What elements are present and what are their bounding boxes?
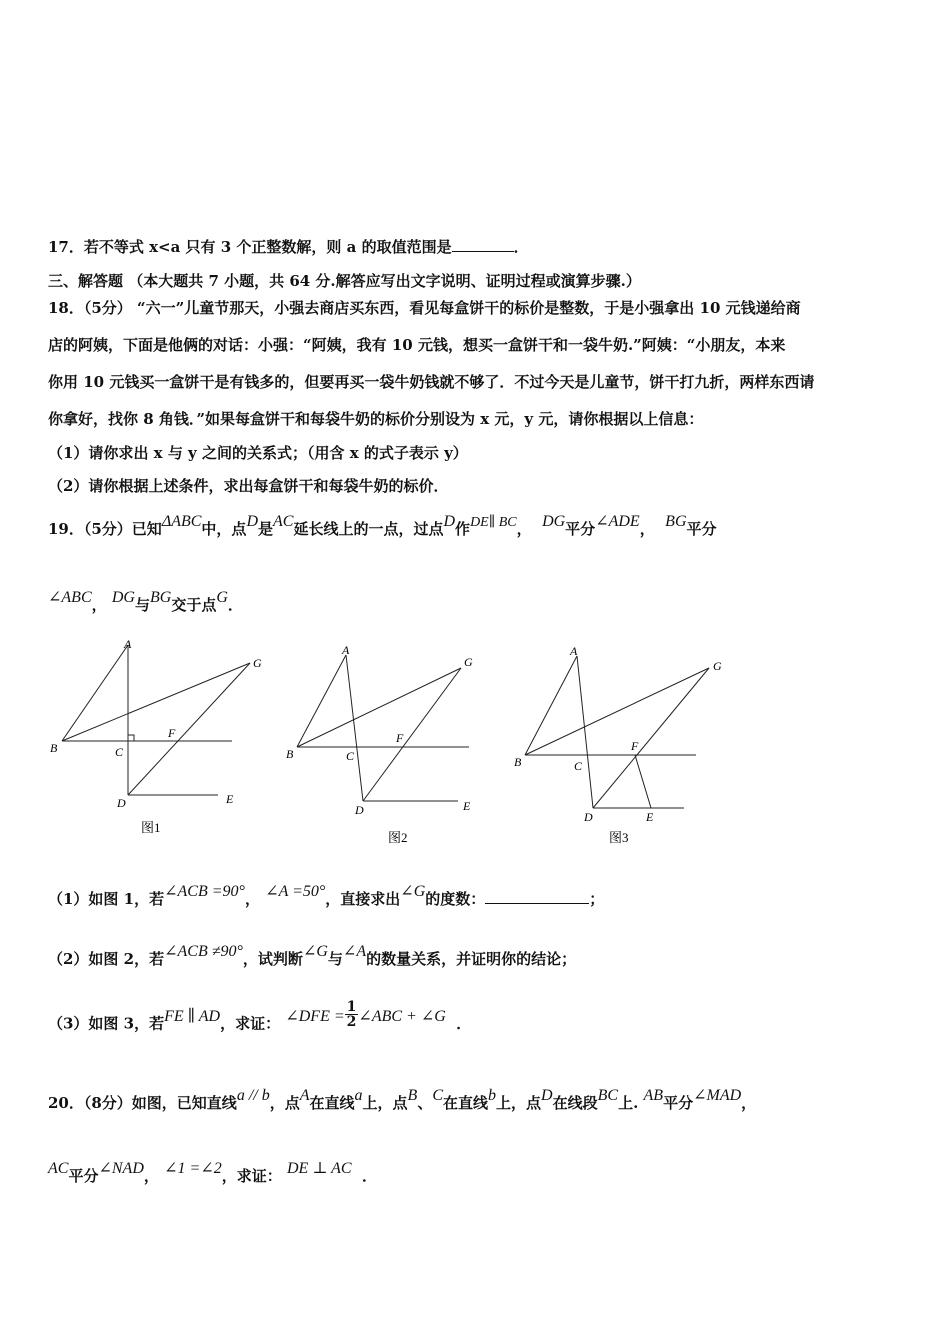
math-angle-a-50: ∠A =50°: [265, 883, 326, 900]
q19-line-1: [48, 513, 717, 539]
q18-line-2: 店的阿姨，下面是他俩的对话：小强：“阿姨，我有 10 元钱，想买一盒饼干和一袋牛奶.”阿姨：“小朋友，本来: [48, 336, 786, 354]
q17-end: ．: [513, 238, 529, 256]
q20-text: ，求证：: [221, 1167, 282, 1185]
label-f-fig2: F: [396, 731, 404, 745]
math-segment-bc: BC: [597, 1087, 619, 1104]
label-d-fig1: D: [117, 796, 126, 810]
label-g-fig1: G: [253, 656, 262, 670]
q20-text: 上.: [618, 1094, 639, 1112]
q20-text: 平分: [663, 1094, 694, 1112]
q20-text: 在线段: [552, 1094, 598, 1112]
math-point-d: D: [246, 513, 258, 530]
label-e-fig2: E: [463, 799, 471, 813]
figure-2-caption: 图2: [388, 830, 408, 845]
math-bg: BG: [150, 589, 172, 606]
q19-text: ，: [91, 596, 107, 614]
q20-text: 在直线: [443, 1094, 489, 1112]
q20-line-1: [48, 1087, 757, 1113]
q20-line-2: [48, 1160, 377, 1186]
math-angle-g: ∠G: [400, 883, 426, 900]
q20-text: ，: [741, 1094, 757, 1112]
math-fraction-half: [345, 1000, 359, 1029]
q19-p1-answer-blank: [485, 889, 589, 904]
q19-text: 中，点: [201, 520, 247, 538]
math-angle-ade: ∠ADE: [595, 513, 640, 530]
label-g-fig3: G: [713, 659, 722, 673]
q18-part-1: （1）请你求出 x 与 y 之间的关系式；（用含 x 的式子表示 y）: [48, 444, 468, 462]
q19-text: 19．（5分）已知: [48, 520, 162, 538]
q19-text: 交于点: [171, 596, 217, 614]
q19-p2-text: 的数量关系，并证明你的结论；: [366, 950, 577, 968]
math-dg: DG: [111, 589, 135, 606]
label-c-fig2: C: [346, 749, 355, 763]
math-angle-nad: ∠NAD: [98, 1160, 144, 1177]
q19-text: 平分: [686, 520, 717, 538]
section-3-heading: 三、解答题 （本大题共 7 小题，共 64 分.解答应写出文字说明、证明过程或演算步骤.）: [48, 272, 641, 290]
label-b-fig1: B: [50, 741, 58, 755]
q19-text: 与: [134, 596, 150, 614]
q20-text: 在直线: [309, 1094, 355, 1112]
q20-text: ，点: [269, 1094, 300, 1112]
label-f-fig3: F: [631, 739, 639, 753]
figure-3-caption: 图3: [609, 830, 629, 845]
q19-text: 是: [258, 520, 274, 538]
math-dg: DG: [542, 513, 566, 530]
label-c-fig3: C: [574, 759, 583, 773]
question-17: [48, 236, 529, 257]
math-point-d: D: [541, 1087, 553, 1104]
q18-line-1: 18．（5分） “六一”儿童节那天，小强去商店买东西，看见每盒饼干的标价是整数，于是小强拿出 10 元钱递给商: [48, 299, 801, 317]
math-angle-acb-90: ∠ACB =90°: [164, 883, 245, 900]
q19-text: ，: [639, 520, 655, 538]
math-angle-mad: ∠MAD: [693, 1087, 742, 1104]
math-point-g: G: [216, 589, 228, 606]
q19-p3-text: （3）如图 3，若: [48, 1014, 165, 1033]
math-line-a: a: [354, 1087, 363, 1104]
label-e-fig3: E: [646, 810, 654, 824]
q20-text: ，: [143, 1167, 159, 1185]
q19-part-3: [48, 999, 472, 1039]
q20-text: 、: [417, 1094, 433, 1112]
q19-p1-text: ，直接求出: [325, 890, 401, 908]
q19-line-2: [48, 589, 243, 615]
math-bg: BG: [665, 513, 687, 530]
q19-p2-text: （2）如图 2，若: [48, 950, 165, 968]
figure-3: [525, 656, 709, 808]
math-de-parallel-bc: DE∥ BC: [470, 515, 517, 530]
q19-text: 延长线上的一点，过点: [293, 520, 444, 538]
label-c-fig1: C: [115, 745, 124, 759]
math-segment-ac: AC: [273, 513, 294, 530]
q19-text: ，: [516, 520, 532, 538]
math-de-perp-ac: DE ⊥ AC: [286, 1160, 352, 1177]
math-angle-a: ∠A: [342, 943, 367, 960]
q19-p1-text: （1）如图 1，若: [48, 890, 165, 908]
q20-text: 20．（8分）如图，已知直线: [48, 1094, 237, 1112]
q19-p3-text: ，求证：: [220, 1014, 281, 1033]
q18-line-3: 你用 10 元钱买一盒饼干是有钱多的，但要再买一袋牛奶钱就不够了．不过今天是儿童节，饼干打九折，两样东西请: [48, 373, 815, 391]
math-triangle-abc: ΔABC: [161, 513, 202, 530]
math-point-c: C: [432, 1087, 443, 1104]
q19-p1-text: ，: [244, 890, 260, 908]
q19-part-1: [48, 883, 605, 909]
q20-text: ．: [361, 1167, 377, 1185]
label-b-fig2: B: [286, 747, 294, 761]
math-ac: AC: [48, 1160, 69, 1177]
q19-p1-text: 的度数：: [425, 890, 486, 908]
math-fe-parallel-ad: FE ∥ AD: [164, 1007, 221, 1025]
figure-1-caption: 图1: [141, 820, 161, 835]
math-a-parallel-b: a // b: [236, 1087, 270, 1104]
math-ab: AB: [643, 1087, 664, 1104]
figure-1: [62, 645, 250, 795]
label-a-fig2: A: [342, 643, 350, 657]
math-angle-abc: ∠ABC: [48, 589, 92, 606]
q19-figures: [0, 630, 950, 850]
label-f-fig1: F: [168, 726, 176, 740]
q19-text: 平分: [565, 520, 596, 538]
q20-text: 上，点: [496, 1094, 542, 1112]
q19-p2-text: ，试判断: [242, 950, 303, 968]
math-point-d: D: [443, 513, 456, 530]
q19-part-2: [48, 943, 577, 969]
math-angle-dfe: ∠DFE =: [285, 1007, 345, 1025]
q18-part-2: （2）请你根据上述条件，求出每盒饼干和每袋牛奶的标价．: [48, 477, 449, 495]
math-line-b: b: [488, 1087, 497, 1104]
math-angle-acb-not-90: ∠ACB ≠90°: [164, 943, 243, 960]
q19-p1-text: ；: [589, 890, 605, 908]
q20-text: 上，点: [362, 1094, 408, 1112]
q20-text: 平分: [68, 1167, 99, 1185]
math-point-a: A: [299, 1087, 310, 1104]
math-angle-g: ∠G: [302, 943, 328, 960]
q19-text: ．: [227, 596, 243, 614]
q19-text: 作: [455, 520, 471, 538]
label-d-fig3: D: [584, 810, 593, 824]
label-a-fig3: A: [570, 644, 578, 658]
q17-text: 17．若不等式 x<a 只有 3 个正整数解，则 a 的取值范围是: [48, 238, 452, 256]
q19-p3-text: ．: [456, 1014, 472, 1033]
q17-answer-blank: [452, 237, 514, 252]
math-point-b: B: [407, 1087, 418, 1104]
label-d-fig2: D: [355, 803, 364, 817]
math-angle-abc-plus-g: ∠ABC + ∠G: [358, 1007, 446, 1025]
math-angle1-eq-angle2: ∠1 =∠2: [164, 1160, 222, 1177]
label-a-fig1: A: [124, 637, 132, 651]
fraction-numerator: 1: [346, 999, 357, 1015]
q18-line-4: 你拿好，找你 8 角钱．”如果每盒饼干和每袋牛奶的标价分别设为 x 元，y 元，请你根据以上信息：: [48, 410, 704, 428]
label-g-fig2: G: [464, 655, 473, 669]
q19-p2-text: 与: [327, 950, 343, 968]
label-e-fig1: E: [226, 792, 234, 806]
figure-2: [297, 655, 469, 801]
fraction-denominator: 2: [346, 1014, 357, 1030]
label-b-fig3: B: [514, 755, 522, 769]
